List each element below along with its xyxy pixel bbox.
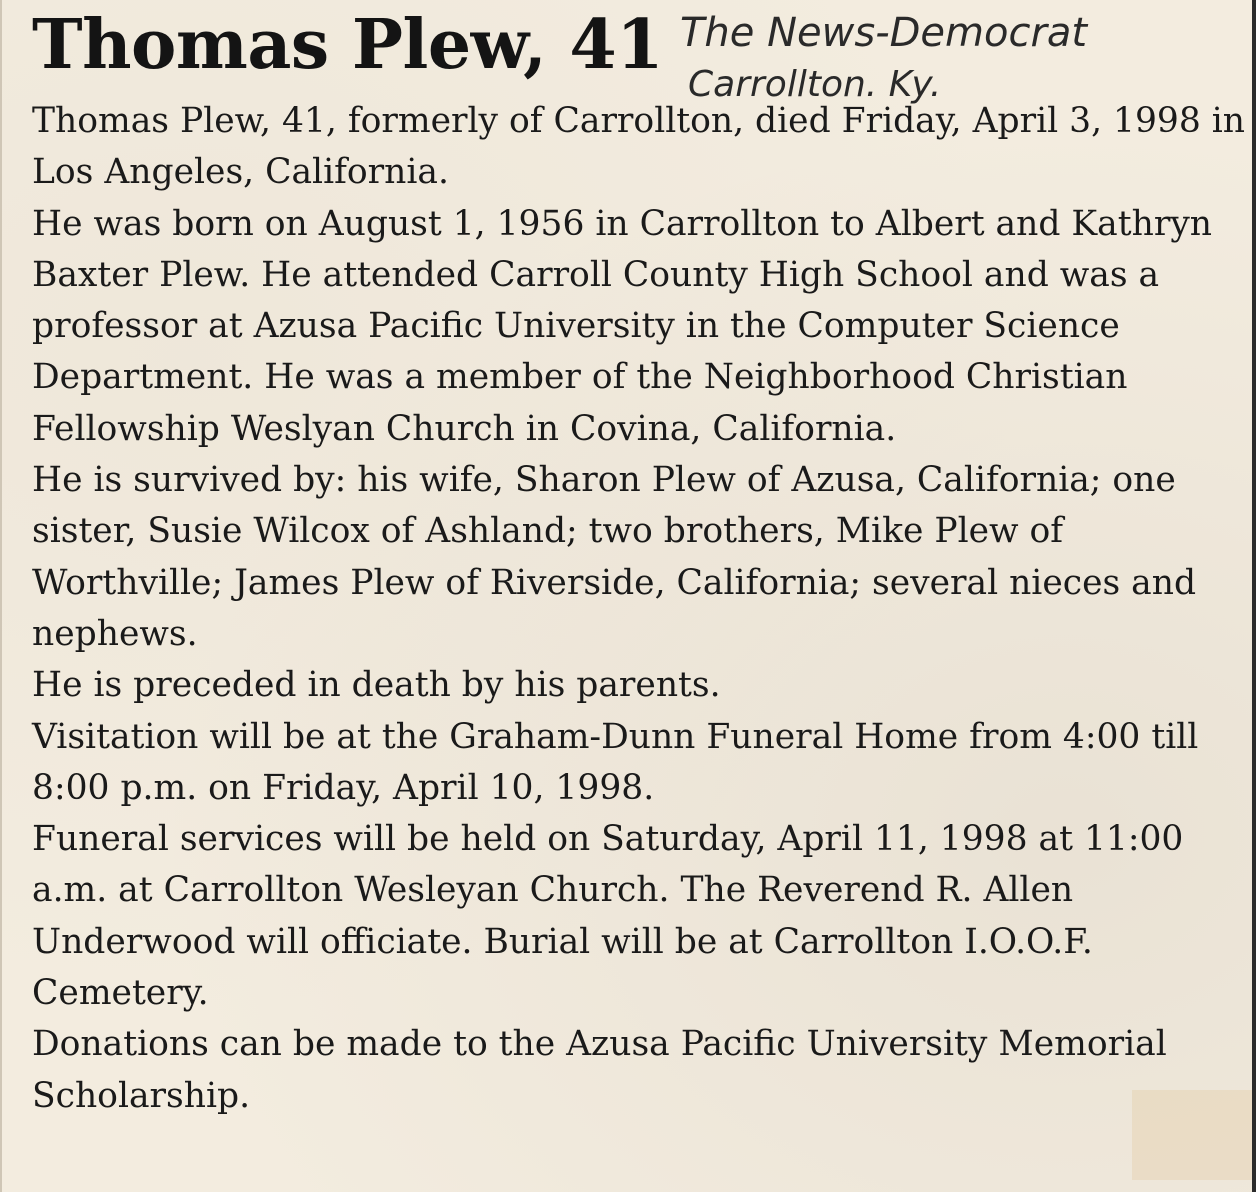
paragraph-donations: Donations can be made to the Azusa Pacific University Memorial Scholarship. <box>32 1024 1167 1116</box>
paragraph-biography: He was born on August 1, 1956 in Carrollton to Albert and Kathryn Baxter Plew. He attended Carroll County High School and was a professor at Azusa Pacific University in the Computer Science Department. He was a member of the Neighborhood Christian Fellowship Weslyan Church in Covina, California. <box>32 203 1213 449</box>
paragraph-death-notice: Thomas Plew, 41, formerly of Carrollton, died Friday, April 3, 1998 in Los Angeles, California. <box>32 101 1246 193</box>
obituary-headline: Thomas Plew, 41 <box>32 5 664 85</box>
obituary-body <box>32 96 1254 1122</box>
paragraph-visitation: Visitation will be at the Graham-Dunn Funeral Home from 4:00 till 8:00 p.m. on Friday, April 10, 1998. <box>32 716 1199 808</box>
handwritten-note-line-2: Carrollton. Ky. <box>688 64 942 105</box>
paragraph-funeral: Funeral services will be held on Saturday, April 11, 1998 at 11:00 a.m. at Carrollton Wesleyan Church. The Reverend R. Allen Underwood will officiate. Burial will be at Carrollton I.O.O.F. Cemetery. <box>32 819 1184 1014</box>
paragraph-preceded: He is preceded in death by his parents. <box>32 665 721 706</box>
paragraph-survivors: He is survived by: his wife, Sharon Plew of Azusa, California; one sister, Susie Wilcox of Ashland; two brothers, Mike Plew of Worthville; James Plew of Riverside, California; several nieces and nephews. <box>32 460 1197 654</box>
handwritten-note-line-1: The News-Democrat <box>680 10 1088 56</box>
